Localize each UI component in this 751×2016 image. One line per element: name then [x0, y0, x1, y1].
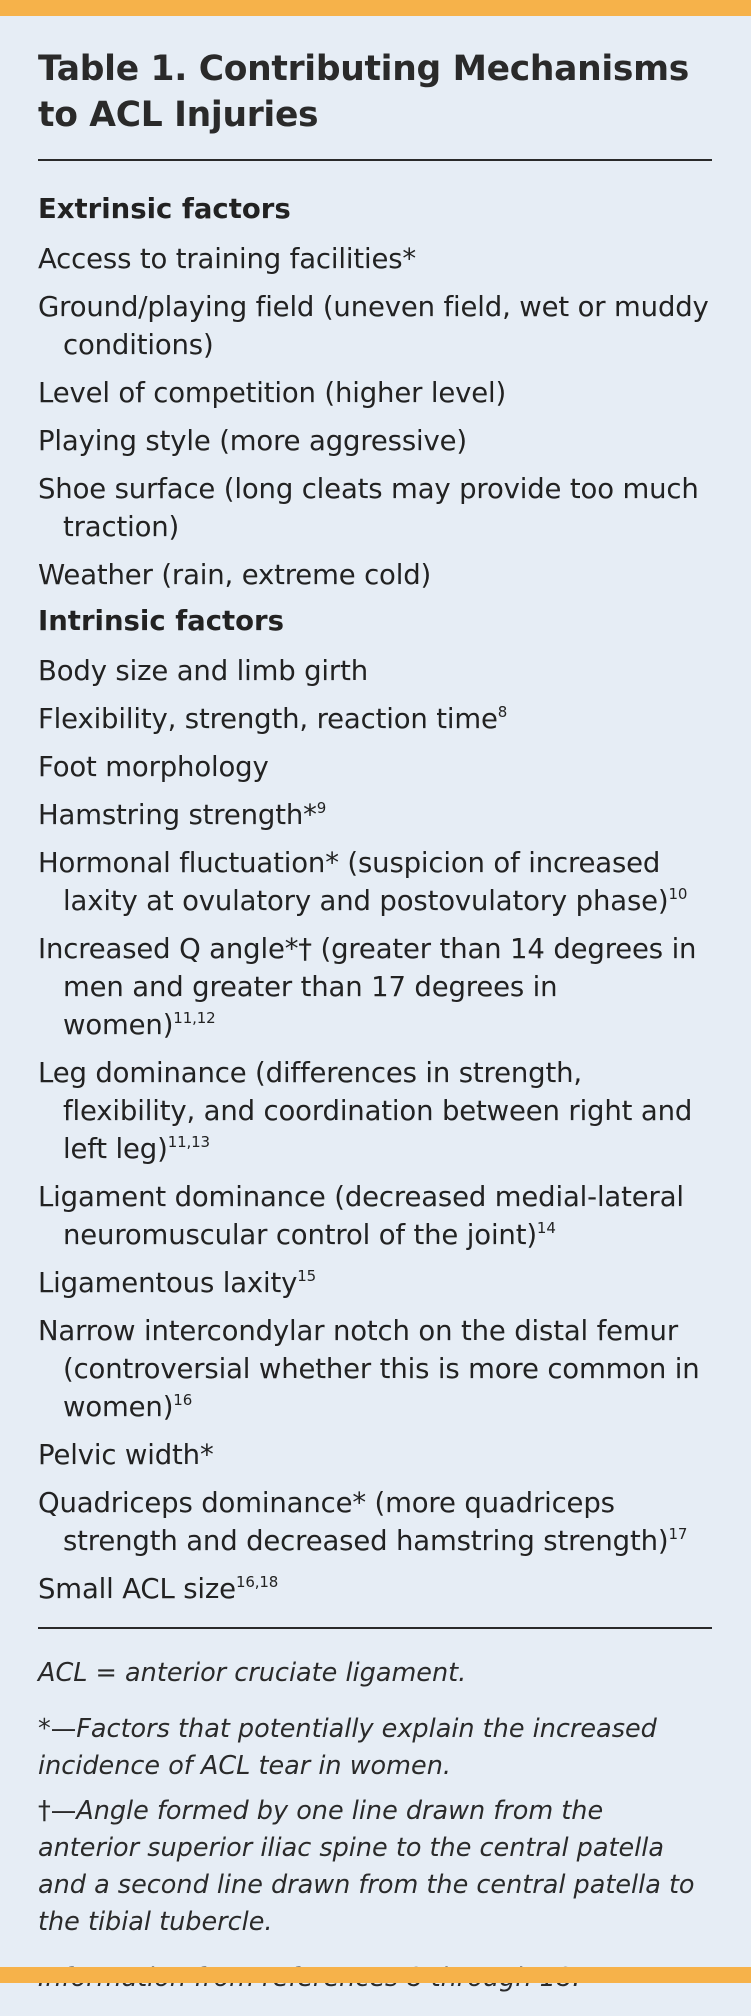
list-item: Increased Q angle*† (greater than 14 degrees in men and greater than 17 degrees in women)$^{11,12}$: [38, 933, 697, 1041]
section-heading-extrinsic: Extrinsic factors: [38, 193, 291, 225]
factor-list: [38, 192, 712, 1608]
footnotes: [38, 1655, 712, 1997]
list-item: Ligamentous laxity$^{15}$: [38, 1267, 317, 1299]
title-divider: [38, 159, 712, 161]
section-heading-intrinsic: Intrinsic factors: [38, 605, 284, 637]
list-item: Pelvic width*: [38, 1439, 214, 1471]
intrinsic-section: [38, 604, 712, 1608]
bottom-accent-bar: [0, 1967, 751, 1983]
list-item: Leg dominance (differences in strength, flexibility, and coordination between right and left leg)$^{11,13}$: [38, 1057, 693, 1165]
list-item: Small ACL size$^{16,18}$: [38, 1573, 279, 1605]
abbreviation-note: ACL = anterior cruciate ligament.: [38, 1658, 467, 1688]
list-item: Ligament dominance (decreased medial-lateral neuromuscular control of the joint)$^{14}$: [38, 1181, 684, 1251]
list-item: Hormonal fluctuation* (suspicion of increased laxity at ovulatory and postovulatory phase)$^{10}$: [38, 847, 688, 917]
list-item: Flexibility, strength, reaction time$^8$: [38, 703, 508, 735]
list-item: Quadriceps dominance* (more quadriceps strength and decreased hamstring strength)$^{17}$: [38, 1487, 688, 1557]
dagger-symbol: †—: [38, 1796, 77, 1826]
extrinsic-section: [38, 192, 712, 594]
asterisk-footnote-text: Factors that potentially explain the increased incidence of ACL tear in women.: [38, 1714, 657, 1781]
asterisk-symbol: *—: [38, 1714, 77, 1744]
footnote-divider: [38, 1627, 712, 1629]
dagger-footnote: [38, 1793, 712, 1941]
list-item: Level of competition (higher level): [38, 377, 507, 409]
list-item: Shoe surface (long cleats may provide too much traction): [38, 473, 699, 543]
table-panel: [38, 46, 712, 2016]
table-title: [38, 46, 712, 138]
list-item: Access to training facilities*: [38, 243, 417, 275]
list-item: Hamstring strength*$^9$: [38, 799, 327, 831]
list-item: Narrow intercondylar notch on the distal femur (controversial whether this is more common in women)$^{16}$: [38, 1315, 700, 1423]
list-item: Weather (rain, extreme cold): [38, 559, 432, 591]
dagger-footnote-text: Angle formed by one line drawn from the anterior superior iliac spine to the central patella and a second line drawn from the central patella to the tibial tubercle.: [38, 1796, 695, 1937]
table-title-line-1: Table 1. Contributing Mechanisms: [38, 49, 690, 89]
asterisk-footnote: [38, 1711, 712, 1785]
list-item: Ground/playing field (uneven field, wet or muddy conditions): [38, 291, 709, 361]
list-item: Foot morphology: [38, 751, 269, 783]
table-title-line-2: to ACL Injuries: [38, 95, 319, 135]
list-item: Playing style (more aggressive): [38, 425, 467, 457]
list-item: Body size and limb girth: [38, 655, 368, 687]
top-accent-bar: [0, 0, 751, 16]
